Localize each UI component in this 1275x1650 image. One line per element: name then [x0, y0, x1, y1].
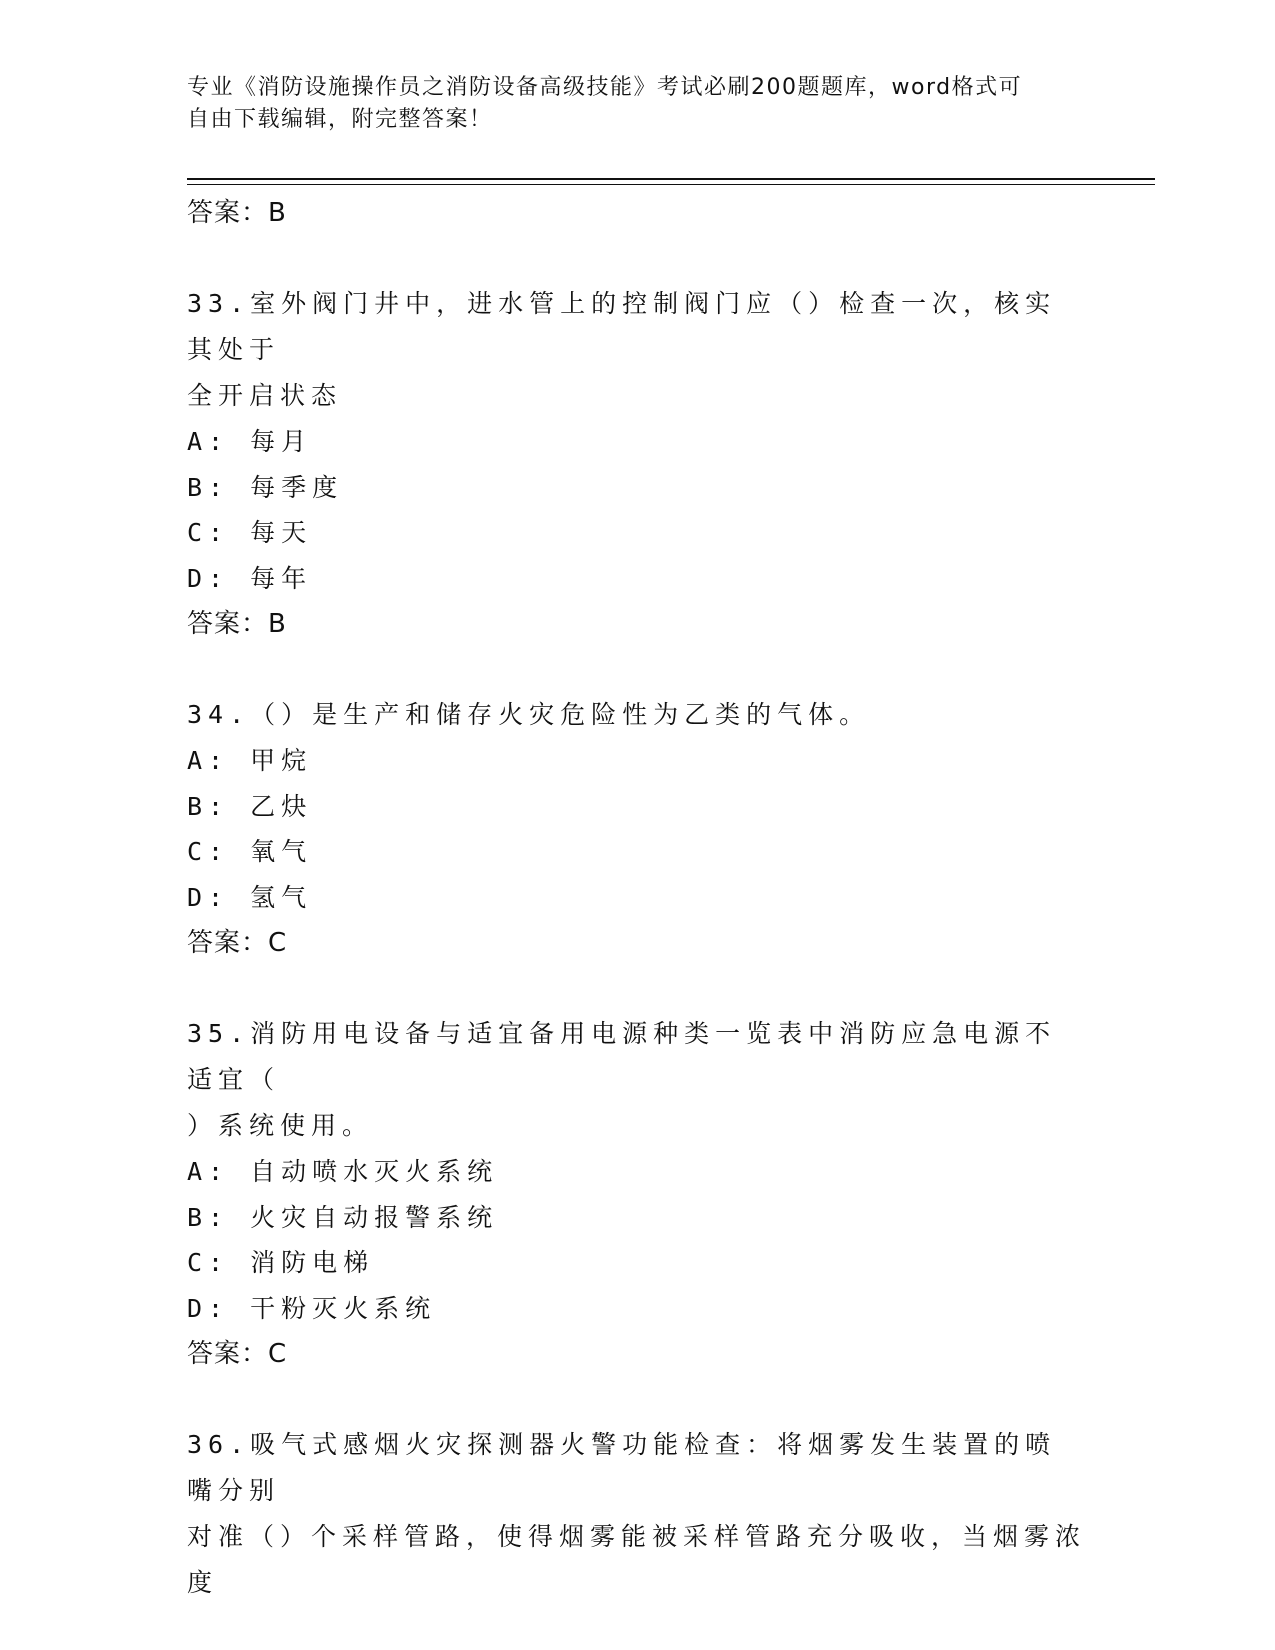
option-b: B: 乙炔: [187, 791, 313, 821]
option-d: D: 干粉灭火系统: [187, 1293, 437, 1323]
header-divider-thin: [187, 184, 1155, 185]
question-text-line: ）系统使用。: [187, 1111, 374, 1140]
question-text-line: 34.（）是生产和储存火灾危险性为乙类的气体。: [187, 700, 871, 729]
option-d: D: 每年: [187, 563, 313, 593]
question-36: [187, 1422, 1087, 1606]
question-text-line: 全开启状态: [187, 381, 343, 410]
option-c: C: 氧气: [187, 837, 313, 866]
option-d: D: 氢气: [187, 882, 313, 912]
question-text-line: 35.消防用电设备与适宜备用电源种类一览表中消防应急电源不适宜（: [187, 1019, 1057, 1094]
question-text-line: 33.室外阀门井中，进水管上的控制阀门应（）检查一次，核实其处于: [187, 289, 1057, 364]
answer: 答案：C: [187, 1339, 288, 1369]
question-list: [187, 190, 1087, 1606]
header-line-2: 自由下载编辑，附完整答案！: [187, 107, 493, 132]
question-34: [187, 692, 1087, 966]
document-header: [187, 72, 1067, 136]
option-c: C: 每天: [187, 518, 313, 547]
answer: 答案：C: [187, 928, 288, 958]
header-line-1: 专业《消防设施操作员之消防设备高级技能》考试必刷200题题库，word格式可: [187, 75, 1023, 100]
option-c: C: 消防电梯: [187, 1248, 375, 1277]
question-text-line: 对准（）个采样管路，使得烟雾能被采样管路充分吸收，当烟雾浓度: [187, 1522, 1087, 1597]
option-b: B: 每季度: [187, 472, 344, 502]
question-text-line: 36.吸气式感烟火灾探测器火警功能检查：将烟雾发生装置的喷嘴分别: [187, 1430, 1057, 1505]
question-35: [187, 1011, 1087, 1377]
answer: 答案：B: [187, 609, 287, 639]
previous-answer: 答案：B: [187, 198, 287, 228]
option-a: A: 自动喷水灭火系统: [187, 1157, 499, 1186]
option-a: A: 甲烷: [187, 746, 313, 775]
option-a: A: 每月: [187, 427, 313, 456]
option-b: B: 火灾自动报警系统: [187, 1202, 499, 1232]
header-divider-thick: [187, 178, 1155, 180]
question-33: [187, 281, 1087, 647]
